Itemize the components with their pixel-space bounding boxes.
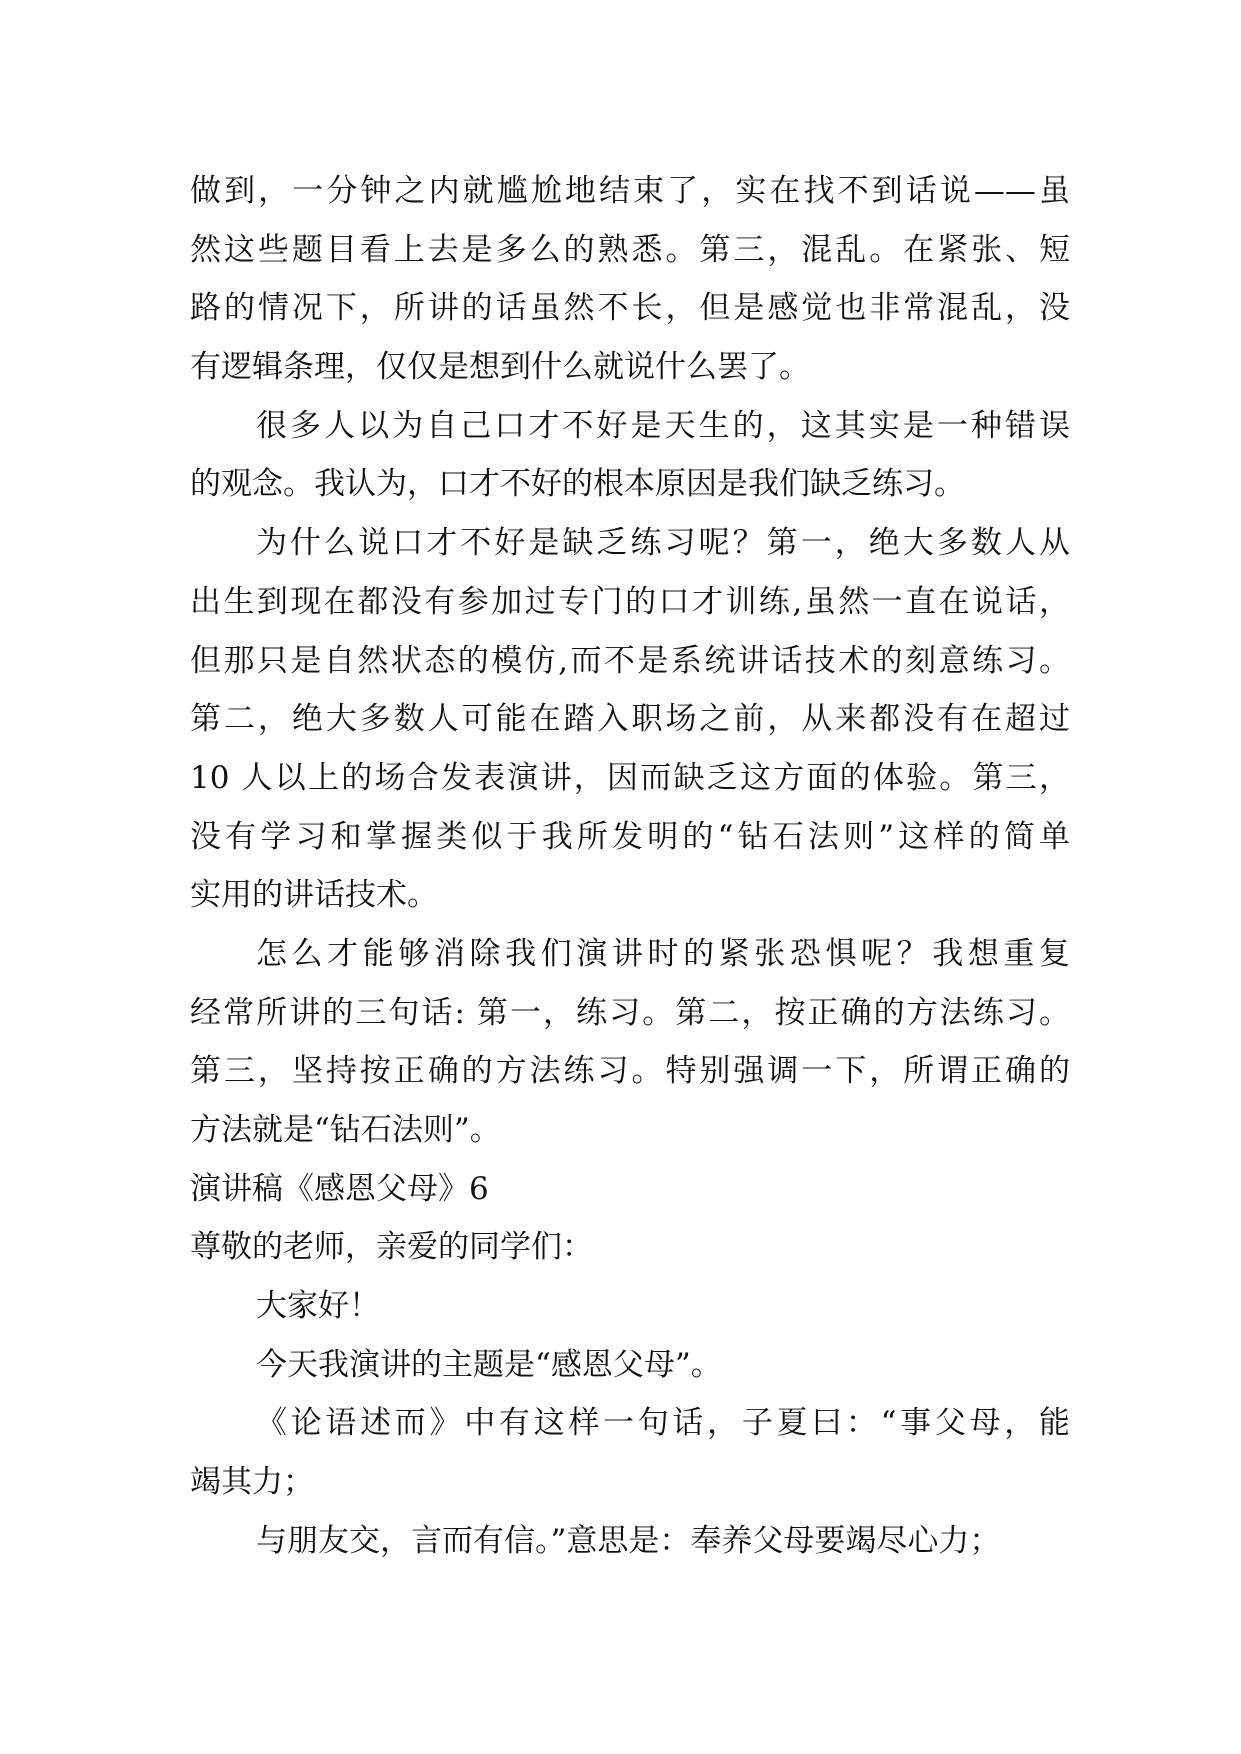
text-line: 第三，坚持按正确的方法练习。特别强调一下，所谓正确的 bbox=[190, 1053, 1070, 1090]
text-line: 路的情况下，所讲的话虽然不长，但是感觉也非常混乱，没 bbox=[190, 290, 1070, 327]
text-line: 为什么说口才不好是缺乏练习呢？第一，绝大多数人从 bbox=[256, 525, 1070, 562]
text-line: 第二，绝大多数人可能在踏入职场之前，从来都没有在超过 bbox=[190, 701, 1070, 738]
text-line: 怎么才能够消除我们演讲时的紧张恐惧呢？我想重复 bbox=[256, 935, 1070, 972]
text-line: 出生到现在都没有参加过专门的口才训练,虽然一直在说话， bbox=[190, 583, 1070, 620]
text-line: 但那只是自然状态的模仿,而不是系统讲话技术的刻意练习。 bbox=[190, 642, 1070, 679]
paragraph bbox=[190, 162, 1070, 397]
text-line: 的观念。我认为，口才不好的根本原因是我们缺乏练习。 bbox=[190, 466, 965, 503]
text-line: 竭其力； bbox=[190, 1464, 314, 1501]
text-line: 演讲稿《感恩父母》6 bbox=[190, 1170, 489, 1207]
text-line: 今天我演讲的主题是“感恩父母”。 bbox=[256, 1346, 722, 1383]
paragraph bbox=[190, 1160, 1070, 1219]
text-line: 10 人以上的场合发表演讲，因而缺乏这方面的体验。第三， bbox=[190, 759, 1070, 796]
paragraph bbox=[190, 1394, 1070, 1511]
text-line: 与朋友交，言而有信。”意思是：奉养父母要竭尽心力； bbox=[256, 1522, 1001, 1559]
text-line: 很多人以为自己口才不好是天生的，这其实是一种错误 bbox=[256, 407, 1070, 444]
paragraph bbox=[190, 514, 1070, 925]
text-line: 然这些题目看上去是多么的熟悉。第三，混乱。在紧张、短 bbox=[190, 231, 1070, 268]
paragraph bbox=[190, 925, 1070, 1160]
paragraph bbox=[190, 1218, 1070, 1277]
text-line: 方法就是“钻石法则”。 bbox=[190, 1112, 501, 1148]
text-line: 尊敬的老师，亲爱的同学们： bbox=[190, 1229, 593, 1266]
text-line: 《论语述而》中有这样一句话，子夏曰：“事父母，能 bbox=[256, 1405, 1070, 1442]
text-line: 大家好！ bbox=[256, 1288, 380, 1325]
text-line: 实用的讲话技术。 bbox=[190, 877, 438, 914]
text-line: 有逻辑条理，仅仅是想到什么就说什么罢了。 bbox=[190, 349, 810, 386]
text-line: 没有学习和掌握类似于我所发明的“钻石法则”这样的简单 bbox=[190, 818, 1070, 855]
paragraph bbox=[190, 1336, 1070, 1395]
text-line: 经常所讲的三句话: 第一，练习。第二，按正确的方法练习。 bbox=[190, 994, 1070, 1031]
paragraph bbox=[190, 1277, 1070, 1336]
text-line: 做到，一分钟之内就尴尬地结束了，实在找不到话说——虽 bbox=[190, 173, 1070, 209]
document-body bbox=[190, 162, 1070, 1571]
paragraph bbox=[190, 1512, 1070, 1571]
paragraph bbox=[190, 397, 1070, 514]
